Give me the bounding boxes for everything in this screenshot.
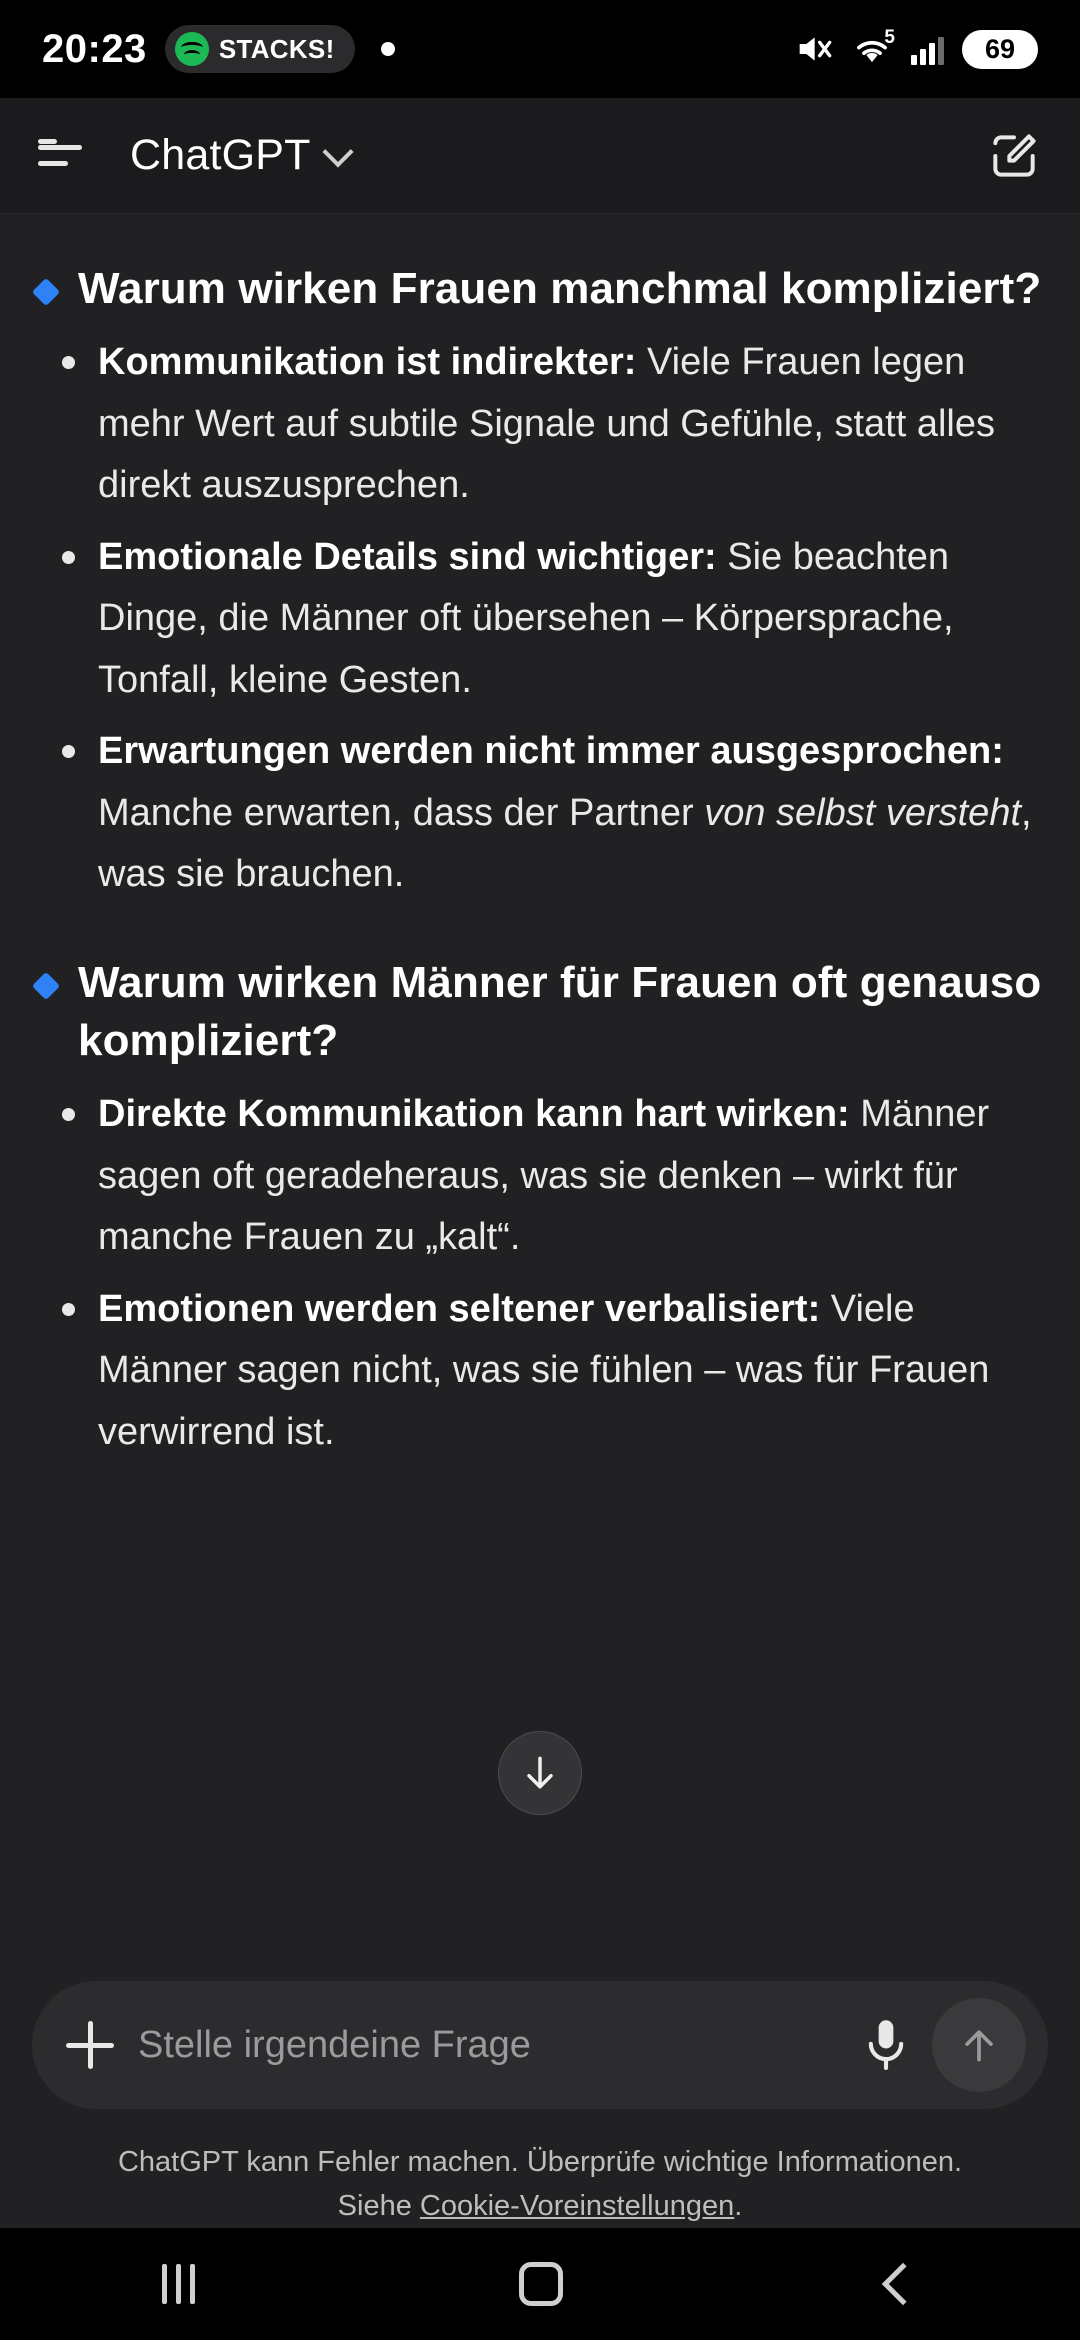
bullet-text-after: , was sie brauchen. — [98, 791, 1032, 896]
microphone-icon[interactable] — [860, 2016, 912, 2074]
scroll-to-bottom-button[interactable] — [498, 1731, 582, 1815]
disclaimer-prefix: Siehe — [337, 2189, 420, 2222]
back-icon[interactable] — [882, 2263, 924, 2305]
bullet-text: Viele Frauen legen mehr Wert auf subtile Signale und Gefühle, statt alles direkt auszusprechen. — [98, 341, 996, 507]
wifi-generation-label: 5 — [884, 27, 895, 48]
menu-icon[interactable] — [38, 131, 104, 181]
battery-indicator: 69 — [962, 30, 1038, 69]
conversation-scroll-area[interactable] — [0, 214, 1080, 1981]
disclaimer-line-2 — [30, 2185, 1050, 2229]
section-heading: Warum wirken Männer für Frauen oft genauso kompliziert? — [78, 958, 1042, 1066]
recents-icon[interactable] — [162, 2264, 195, 2304]
message-input[interactable] — [138, 2024, 840, 2067]
recording-dot-icon — [381, 42, 395, 56]
bullet-lead: Direkte Kommunikation kann hart wirken: — [98, 1093, 850, 1136]
disclaimer — [0, 2123, 1080, 2228]
send-button[interactable] — [932, 1998, 1026, 2092]
notification-badge — [38, 139, 57, 144]
arrow-down-icon — [518, 1751, 562, 1795]
media-pill[interactable] — [165, 25, 355, 73]
composer[interactable] — [32, 1981, 1048, 2109]
diamond-bullet-icon — [32, 278, 60, 306]
plus-icon[interactable] — [62, 2017, 118, 2073]
home-icon[interactable] — [519, 2262, 563, 2306]
cookie-settings-link[interactable]: Cookie-Voreinstellungen — [419, 2189, 735, 2222]
chevron-down-icon — [322, 136, 353, 167]
disclaimer-suffix: . — [734, 2189, 743, 2222]
bullet-text: Manche erwarten, dass der Partner — [98, 791, 705, 834]
bullet-list — [36, 1084, 1044, 1463]
status-time: 20:23 — [42, 26, 147, 71]
section-heading-row — [36, 954, 1044, 1070]
section-heading-row — [36, 260, 1044, 318]
list-item — [36, 1084, 1044, 1269]
new-chat-icon[interactable] — [986, 128, 1042, 184]
bullet-italic: von selbst versteht — [704, 791, 1022, 834]
cellular-signal-icon — [911, 33, 944, 65]
app-bar — [0, 98, 1080, 214]
bullet-text: Sie beachten Dinge, die Männer oft übersehen – Körpersprache, Tonfall, kleine Gesten. — [98, 535, 954, 701]
list-item — [36, 721, 1044, 906]
status-icons — [793, 29, 1038, 69]
status-bar — [0, 0, 1080, 98]
wifi-icon — [851, 29, 893, 69]
bullet-lead: Erwartungen werden nicht immer ausgesprochen: — [98, 730, 1004, 773]
model-selector[interactable] — [130, 131, 349, 180]
section-heading: Warum wirken Frauen manchmal kompliziert? — [78, 264, 1042, 313]
bullet-list — [36, 332, 1044, 906]
list-item — [36, 527, 1044, 712]
media-pill-label: STACKS! — [218, 33, 335, 64]
diamond-bullet-icon — [32, 972, 60, 1000]
bullet-lead: Kommunikation ist indirekter: — [98, 341, 637, 384]
list-item — [36, 332, 1044, 517]
disclaimer-line-1: ChatGPT kann Fehler machen. Überprüfe wichtige Informationen. — [117, 2146, 963, 2178]
section-spacer — [36, 916, 1044, 954]
bullet-lead: Emotionale Details sind wichtiger: — [98, 535, 717, 578]
page-title: ChatGPT — [130, 131, 311, 179]
list-item — [36, 1279, 1044, 1464]
composer-area — [0, 1981, 1080, 2123]
system-nav-bar — [0, 2228, 1080, 2340]
bullet-lead: Emotionen werden seltener verbalisiert: — [98, 1287, 821, 1330]
mute-icon — [793, 29, 833, 69]
arrow-up-icon — [957, 2023, 1001, 2067]
bullet-text: Männer sagen oft geradeheraus, was sie denken – wirkt für manche Frauen zu „kalt“. — [98, 1093, 990, 1259]
spotify-icon — [175, 32, 209, 66]
bullet-text: Viele Männer sagen nicht, was sie fühlen – was für Frauen verwirrend ist. — [98, 1287, 990, 1453]
